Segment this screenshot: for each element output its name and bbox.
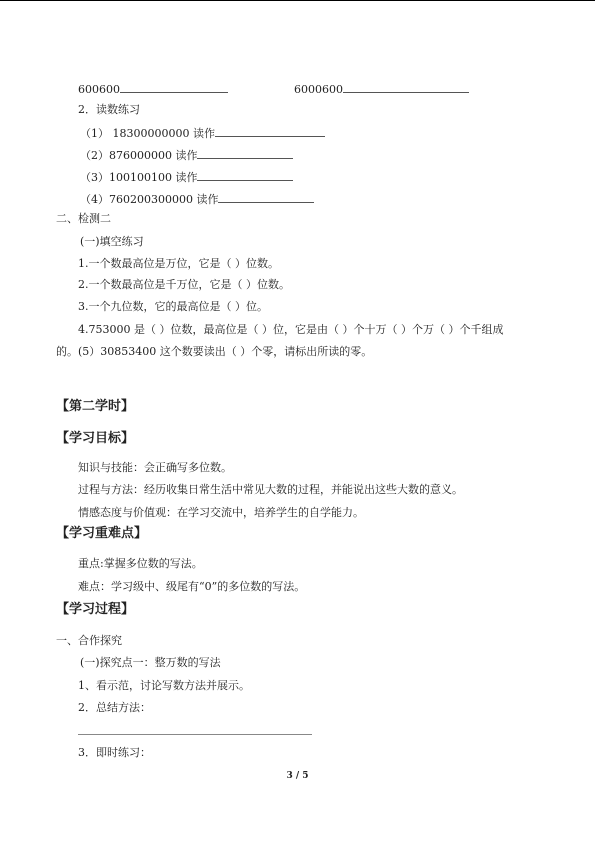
answer-line[interactable] (78, 734, 312, 735)
answer-blank[interactable] (218, 191, 314, 203)
question-4-line-1: 4.753000 是（ ）位数，最高位是（ ）位，它是由（ ）个十万（ ）个万（ ）个千组成 (78, 323, 504, 336)
answer-blank[interactable] (197, 169, 293, 181)
step-1: 1、看示范，讨论写数方法并展示。 (78, 679, 250, 692)
goal-knowledge: 知识与技能：会正确写多位数。 (78, 461, 232, 474)
reading-item-2: （2）876000000 读作 (80, 147, 293, 163)
goal-process: 过程与方法：经历收集日常生活中常见大数的过程，并能说出这些大数的意义。 (78, 483, 463, 496)
step-2: 2．总结方法： (78, 701, 151, 714)
reading-item-3: （3）100100100 读作 (80, 169, 293, 185)
key-points-title: 【学习重难点】 (56, 526, 148, 541)
explore-point-1: (一)探究点一：整万数的写法 (80, 656, 221, 669)
question-2: 2.一个数最高位是千万位，它是（ ）位数。 (78, 278, 290, 291)
goal-attitude: 情感态度与价值观：在学习交流中，培养学生的自学能力。 (78, 506, 364, 519)
answer-blank[interactable] (343, 81, 469, 93)
difficult-point: 难点：学习级中、级尾有“0”的多位数的写法。 (78, 580, 306, 593)
exercise-600600 (78, 81, 228, 97)
cooperation-title: 一、合作探究 (56, 634, 122, 647)
reading-practice-title: 2．读数练习 (78, 103, 140, 116)
question-3: 3.一个九位数，它的最高位是（ ）位。 (78, 300, 268, 313)
learning-process-title: 【学习过程】 (56, 602, 135, 617)
number-text: 6000600 (294, 83, 343, 96)
lesson-title: 【第二学时】 (56, 399, 135, 414)
step-3: 3．即时练习： (78, 746, 151, 759)
reading-item-4: （4）760200300000 读作 (80, 191, 314, 207)
page-number: 3 / 5 (286, 771, 309, 781)
top-border (0, 0, 595, 1)
answer-blank[interactable] (215, 125, 325, 137)
exercise-6000600 (294, 81, 469, 97)
answer-blank[interactable] (120, 81, 228, 93)
answer-blank[interactable] (197, 147, 293, 159)
reading-item-1: （1） 18300000000 读作 (80, 125, 325, 141)
learning-goals-title: 【学习目标】 (56, 431, 135, 446)
question-1: 1.一个数最高位是万位，它是（ ）位数。 (78, 257, 279, 270)
key-point: 重点:掌握多位数的写法。 (78, 557, 203, 570)
section-title-test-two: 二、检测二 (56, 212, 111, 225)
question-4-line-2: 的。(5）30853400 这个数要读出（ ）个零，请标出所读的零。 (56, 345, 373, 358)
number-text: 600600 (78, 83, 120, 96)
fill-blank-subtitle: (一)填空练习 (80, 235, 144, 248)
